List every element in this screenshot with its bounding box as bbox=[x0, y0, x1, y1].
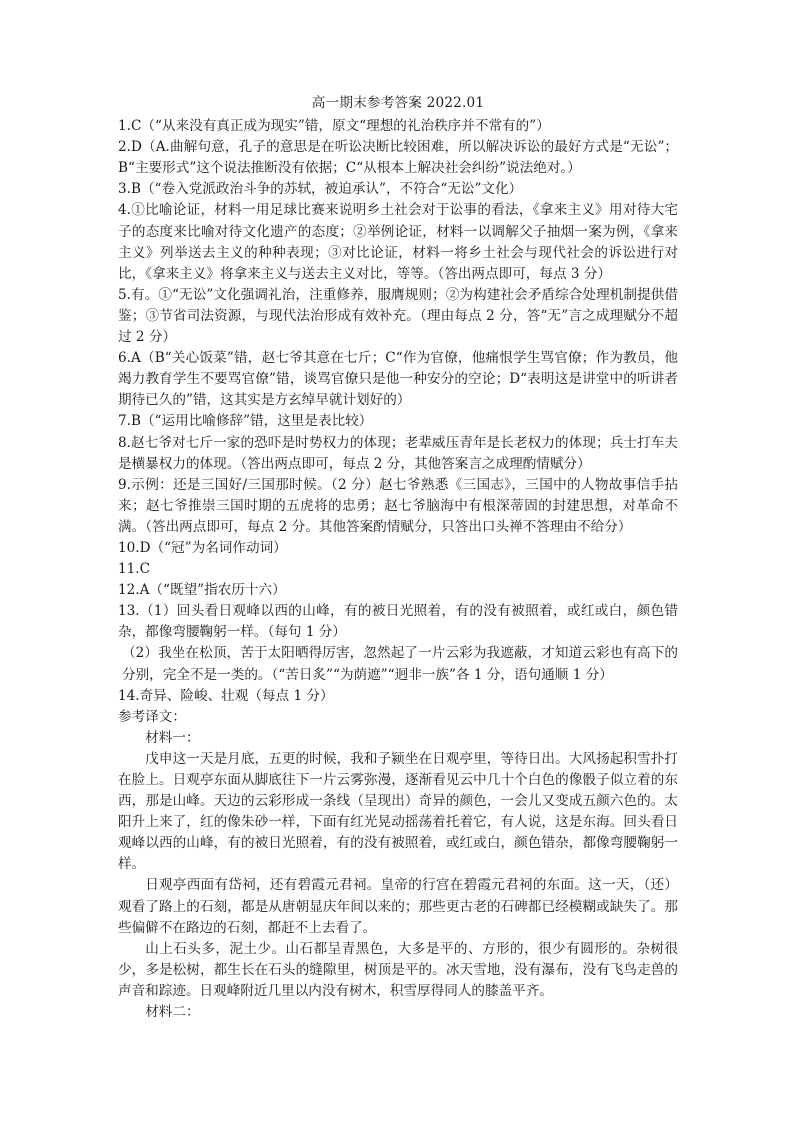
answer-1: 1.C（“从来没有真正成为现实”错，原文“理想的礼治秩序并不常有的”） bbox=[118, 118, 550, 135]
answer-13-part-2: （2）我坐在松顶，苦于太阳晒得厉害，忽然起了一片云彩为我遮蔽，才知道云彩也有高下的分别，完全不是一类的。（“苦日炙”“为荫遮”“迥非一族”各 1 分，语句通顺 1 分） bbox=[122, 645, 678, 683]
answer-9: 9.示例：还是三国好/三国那时候。（2 分）赵七爷熟悉《三国志》，三国中的人物故事信手拈来；赵七爷推崇三国时期的五虎将的忠勇；赵七爷脑海中有根深蒂固的封建思想，对革命不满。（答出两点即可，每点 2 分。其他答案酌情赋分，只答出口头禅不答理由不给分） bbox=[118, 476, 678, 535]
answer-11: 11.C bbox=[118, 561, 151, 578]
answer-5: 5.有。①“无讼”文化强调礼治，注重修养，服膺规则；②为构建社会矛盾综合处理机制提供借鉴；③节省司法资源，与现代法治形成有效补充。（理由每点 2 分，答“无”言之成理赋分不超过 2 分） bbox=[118, 286, 678, 346]
material-2-label: 材料二： bbox=[145, 1004, 200, 1021]
answer-4: 4.①比喻论证，材料一用足球比赛来说明乡土社会对于讼事的看法，《拿来主义》用对待大宅子的态度来比喻对待文化遗产的态度；②举例论证，材料一以调解父子抽烟一案为例，《拿来主义》列举送去主义的种种表现；③对比论证，材料一将乡土社会与现代社会的诉讼进行对比，《拿来主义》将拿来主义与送去主义对比，等等。（答出两点即可，每点 3 分） bbox=[118, 202, 678, 282]
material-1-paragraph: 日观亭西面有岱祠，还有碧霞元君祠。皇帝的行宫在碧霞元君祠的东面。这一天，（还）观看了路上的石刻，都是从唐朝显庆年间以来的；那些更古老的石碑都已经模糊或缺失了。那些偏僻不在路边的石刻，都赶不上去看了。 bbox=[118, 877, 678, 936]
answer-8: 8.赵七爷对七斤一家的恐吓是时势权力的体现；老辈威压青年是长老权力的体现；兵士打车夫是横暴权力的体现。（答出两点即可，每点 2 分，其他答案言之成理酌情赋分） bbox=[118, 434, 678, 472]
answer-6: 6.A（B“关心饭菜”错，赵七爷其意在七斤；C“作为官僚，他痛恨学生骂官僚；作为教员，他竭力教育学生不要骂官僚”错，谈骂官僚只是他一种安分的空论；D“表明这是讲堂中的听讲者期待已久的”错，这其实是方玄绰早就计划好的） bbox=[118, 350, 678, 409]
answer-2: 2.D（A.曲解句意，孔子的意思是在听讼决断比较困难，所以解决诉讼的最好方式是“无讼”；B“主要形式”这个说法推断没有依据；C“从根本上解决社会纠纷”说法绝对。） bbox=[118, 139, 678, 177]
material-1-label: 材料一： bbox=[145, 729, 200, 746]
answer-13-part-1: 13.（1）回头看日观峰以西的山峰，有的被日光照着，有的没有被照着，或红或白，颜色错杂，都像弯腰鞠躬一样。（每句 1 分） bbox=[118, 603, 678, 641]
page-title: 高一期末参考答案 2022.01 bbox=[311, 95, 485, 111]
material-1-paragraph: 戊申这一天是月底，五更的时候，我和子颍坐在日观亭里，等待日出。大风扬起积雪扑打在脸上。日观亭东面从脚底往下一片云雾弥漫，逐渐看见云中几十个白色的像骰子似立着的东西，那是山峰。天边的云彩形成一条线（呈现出）奇异的颜色，一会儿又变成五颜六色的。太阳升上来了，红的像朱砂一样，下面有红光晃动摇荡着托着它，有人说，这是东海。回头看日观峰以西的山峰，有的被日光照着，有的没有被照着，或红或白，颜色错杂，都像弯腰鞠躬一样。 bbox=[118, 750, 678, 873]
answer-3: 3.B（“卷入党派政治斗争的苏轼，被迫承认”，不符合“无讼”文化） bbox=[118, 181, 523, 198]
answer-10: 10.D（“冠”为名词作动词） bbox=[118, 539, 287, 556]
answer-12: 12.A（“既望”指农历十六） bbox=[118, 582, 286, 599]
answer-14: 14.奇异、险峻、壮观（每点 1 分） bbox=[118, 687, 334, 704]
answer-sheet-page bbox=[118, 93, 678, 1023]
translation-heading: 参考译文： bbox=[118, 708, 186, 725]
material-1-paragraph: 山上石头多，泥土少。山石都呈青黑色，大多是平的、方形的，很少有圆形的。杂树很少，多是松树，都生长在石头的缝隙里，树顶是平的。冰天雪地，没有瀑布，没有飞鸟走兽的声音和踪迹。日观峰附近几里以内没有树木，积雪厚得同人的膝盖平齐。 bbox=[118, 940, 678, 999]
answer-7: 7.B（“运用比喻修辞”错，这里是表比较） bbox=[118, 413, 373, 430]
